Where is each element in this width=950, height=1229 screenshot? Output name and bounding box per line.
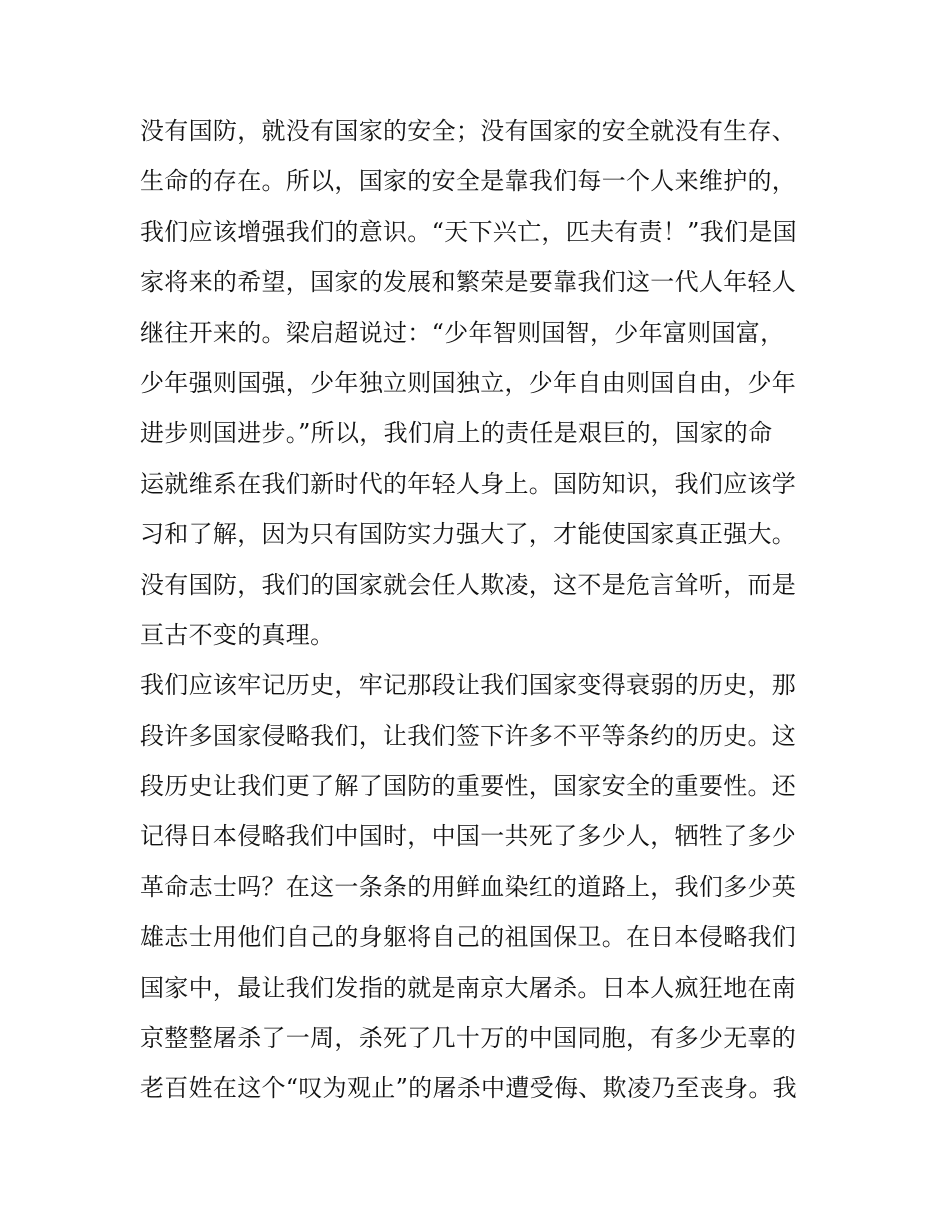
text-line: 记得日本侵略我们中国时，中国一共死了多少人，牺牲了多少 <box>140 822 797 851</box>
text-line: 雄志士用他们自己的身躯将自己的祖国保卫。在日本侵略我们 <box>140 923 797 952</box>
text-line: 习和了解，因为只有国防实力强大了，才能使国家真正强大。 <box>140 520 797 549</box>
text-line: 没有国防，我们的国家就会任人欺凌，这不是危言耸听，而是 <box>140 570 797 599</box>
document-body <box>140 106 820 1114</box>
text-line: 我们应该牢记历史，牢记那段让我们国家变得衰弱的历史，那 <box>140 671 797 700</box>
text-line: 少年强则国强，少年独立则国独立，少年自由则国自由，少年 <box>140 368 797 397</box>
text-line: 国家中，最让我们发指的就是南京大屠杀。日本人疯狂地在南 <box>140 973 797 1002</box>
text-line: 革命志士吗？在这一条条的用鲜血染红的道路上，我们多少英 <box>140 872 797 901</box>
text-line: 没有国防，就没有国家的安全；没有国家的安全就没有生存、 <box>140 117 797 145</box>
text-line: 亘古不变的真理。 <box>140 620 335 649</box>
text-line: 段历史让我们更了解了国防的重要性，国家安全的重要性。还 <box>140 772 797 801</box>
text-line: 家将来的希望，国家的发展和繁荣是要靠我们这一代人年轻人 <box>140 268 797 297</box>
text-line: 进步则国进步。”所以，我们肩上的责任是艰巨的，国家的命 <box>140 419 773 448</box>
text-line: 生命的存在。所以，国家的安全是靠我们每一个人来维护的， <box>140 167 797 196</box>
text-line: 段许多国家侵略我们，让我们签下许多不平等条约的历史。这 <box>140 721 797 750</box>
text-line: 老百姓在这个“叹为观止”的屠杀中遭受侮、欺凌乃至丧身。我 <box>140 1074 797 1103</box>
text-line: 京整整屠杀了一周，杀死了几十万的中国同胞，有多少无辜的 <box>140 1024 797 1053</box>
text-line: 运就维系在我们新时代的年轻人身上。国防知识，我们应该学 <box>140 469 797 498</box>
text-line: 我们应该增强我们的意识。“天下兴亡，匹夫有责！”我们是国 <box>140 217 797 246</box>
text-line: 继往开来的。梁启超说过：“少年智则国智，少年富则国富， <box>140 318 785 347</box>
